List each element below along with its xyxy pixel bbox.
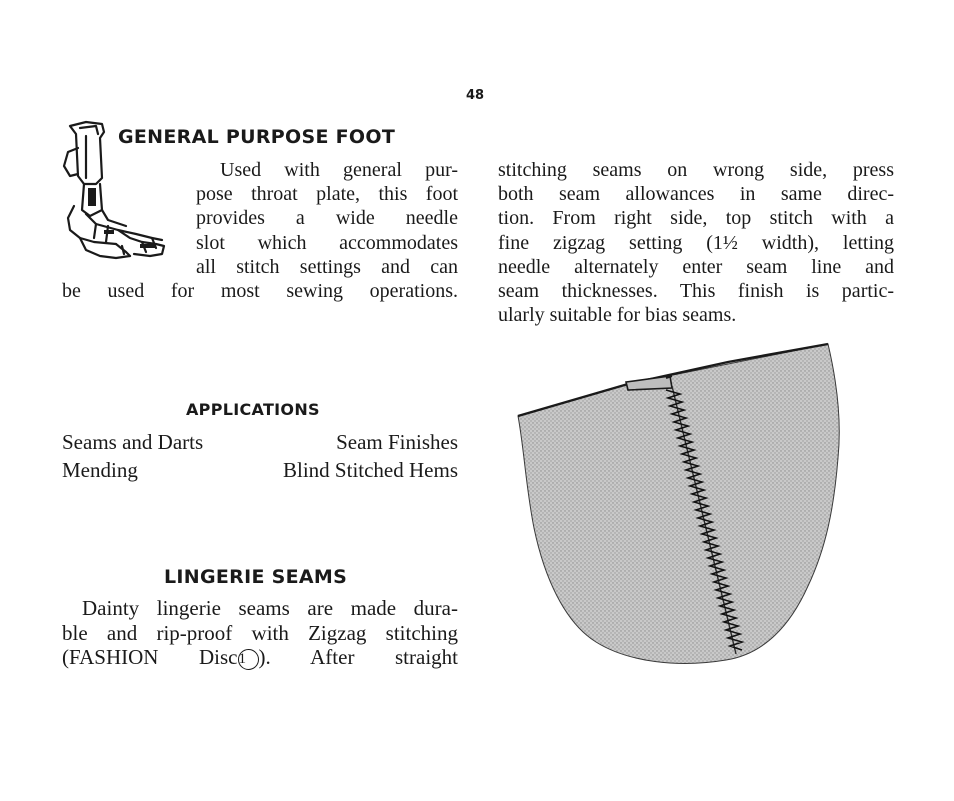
text-line <box>62 645 458 670</box>
applications-list <box>62 430 458 486</box>
right-column-text <box>498 158 894 327</box>
text-line: needle alternately enter seam line and <box>498 255 894 278</box>
applications-heading: APPLICATIONS <box>186 400 320 419</box>
application-item: Mending <box>62 458 138 482</box>
text-line: fine zigzag setting (1½ width), letting <box>498 231 894 254</box>
application-item: Seams and Darts <box>62 430 204 454</box>
text-fragment: (FASHION Disc <box>62 645 238 669</box>
text-line: Dainty lingerie seams are made dura- <box>82 596 458 620</box>
application-item: Seam Finishes <box>336 430 458 454</box>
text-line: seam thicknesses. This finish is partic- <box>498 280 894 303</box>
text-line: stitching seams on wrong side, press <box>498 159 894 181</box>
disc-number-badge: 1 <box>238 649 259 670</box>
text-line: provides a wide needle <box>196 207 458 230</box>
general-purpose-foot-tail-line: be used for most sewing operations. <box>62 280 458 302</box>
general-purpose-foot-text <box>196 158 458 279</box>
text-fragment: ). After straight <box>258 645 458 669</box>
lingerie-seams-text <box>62 596 458 670</box>
text-line: all stitch settings and can <box>196 255 458 278</box>
text-line: ble and rip-proof with Zigzag stitching <box>62 620 458 645</box>
text-line: Used with general pur- <box>220 159 458 181</box>
text-line: slot which accommodates <box>196 231 458 254</box>
applications-row <box>62 430 458 458</box>
text-line: pose throat plate, this foot <box>196 183 458 206</box>
general-purpose-foot-heading: GENERAL PURPOSE FOOT <box>118 126 396 148</box>
lingerie-seams-heading: LINGERIE SEAMS <box>164 566 348 588</box>
applications-row <box>62 458 458 486</box>
page-number: 48 <box>465 88 485 103</box>
text-line: ularly suitable for bias seams. <box>498 304 737 327</box>
text-line: both seam allowances in same direc- <box>498 183 894 206</box>
zigzag-seam-fabric-icon <box>508 338 846 668</box>
text-line: tion. From right side, top stitch with a <box>498 207 894 230</box>
application-item: Blind Stitched Hems <box>283 458 458 482</box>
